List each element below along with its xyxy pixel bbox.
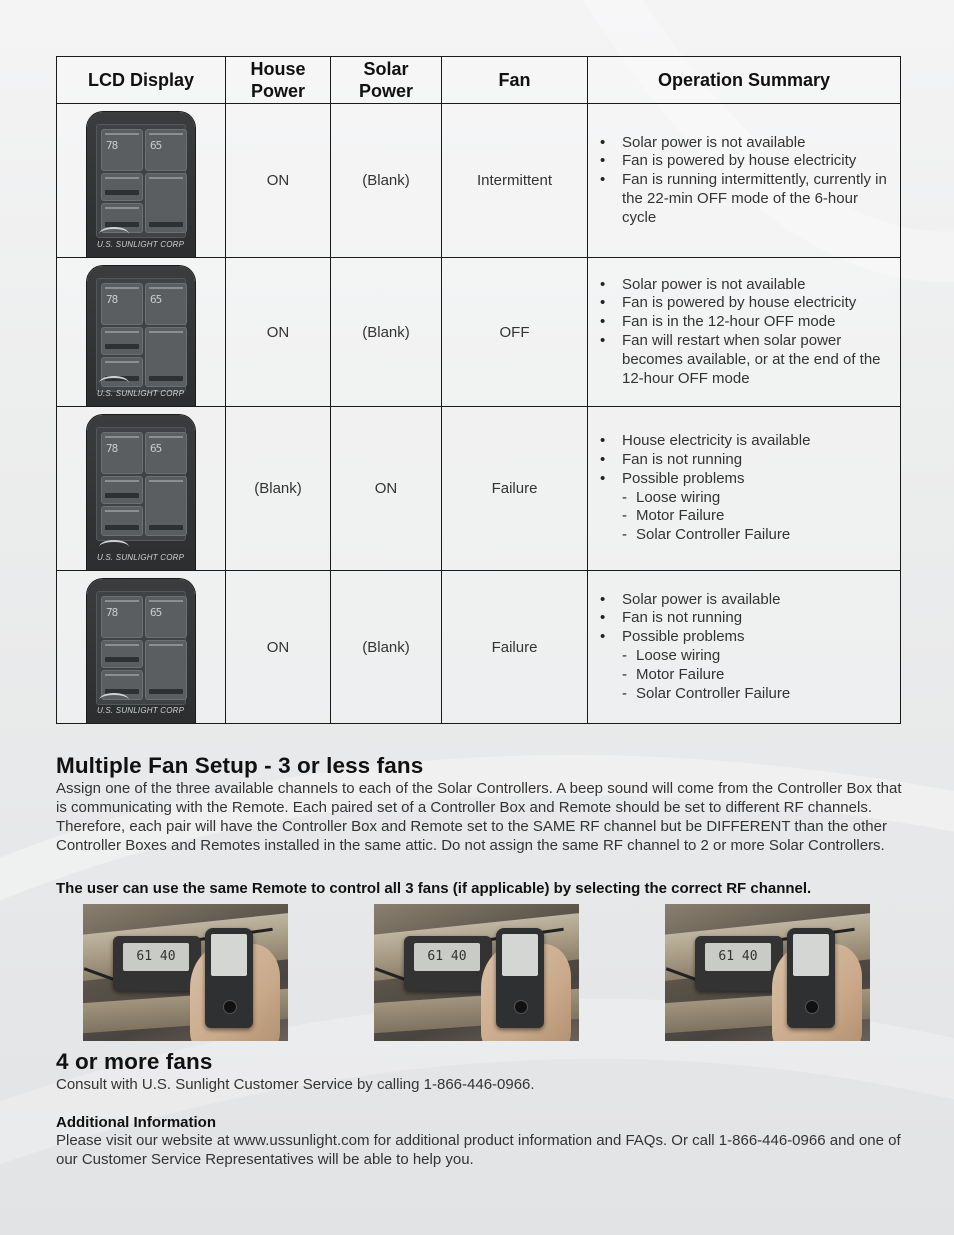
temperature-tile xyxy=(101,129,143,171)
operation-summary-cell xyxy=(588,104,901,258)
header-operation-summary: Operation Summary xyxy=(588,57,901,104)
remote-lcd-image xyxy=(87,266,195,407)
remote-logo: U.S. SUNLIGHT CORP xyxy=(97,706,185,715)
four-fans-heading: 4 or more fans xyxy=(56,1049,213,1074)
house-cell: (Blank) xyxy=(226,407,331,571)
temperature-tile-value: 78 xyxy=(106,139,118,152)
fan-tile xyxy=(145,173,187,233)
humidity-tile-value: 65 xyxy=(150,139,162,152)
summary-sub-item-text: Motor Failure xyxy=(636,665,725,683)
house-cell: ON xyxy=(226,258,331,407)
summary-bullet: • Solar power is not available xyxy=(594,276,890,295)
operation-summary-cell xyxy=(588,258,901,407)
fan-cell: Intermittent xyxy=(442,104,588,258)
humidity-tile-value: 65 xyxy=(150,606,162,619)
summary-sub-item xyxy=(594,507,890,526)
solar-cell: (Blank) xyxy=(331,258,442,407)
lcd-screen xyxy=(96,591,186,705)
multi-fan-heading: Multiple Fan Setup - 3 or less fans xyxy=(56,753,424,778)
summary-bullet: • Fan is not running xyxy=(594,609,890,628)
solar-tile xyxy=(101,506,143,536)
additional-info-heading: Additional Information xyxy=(56,1114,216,1131)
house-power-tile xyxy=(101,327,143,355)
lcd-display-cell xyxy=(57,571,226,724)
house-power-tile xyxy=(101,640,143,668)
table-row xyxy=(57,407,901,571)
summary-bullet: • Possible problems xyxy=(594,628,890,647)
summary-sub-item-text: Motor Failure xyxy=(636,507,725,525)
remote-lcd-image xyxy=(87,415,195,571)
house-cell: ON xyxy=(226,571,331,724)
solar-cell: ON xyxy=(331,407,442,571)
fan-tile xyxy=(145,327,187,387)
operation-summary-cell xyxy=(588,407,901,571)
fan-tile xyxy=(145,640,187,700)
operation-summary-cell xyxy=(588,571,901,724)
temperature-tile xyxy=(101,596,143,638)
lcd-display-cell xyxy=(57,104,226,258)
controller-lcd-readout: 61 40 xyxy=(705,943,771,971)
temperature-tile-value: 78 xyxy=(106,606,118,619)
temperature-tile-value: 78 xyxy=(106,293,118,306)
humidity-tile-value: 65 xyxy=(150,293,162,306)
summary-bullet: • Fan is powered by house electricity xyxy=(594,294,890,313)
solar-cell: (Blank) xyxy=(331,571,442,724)
remote-logo: U.S. SUNLIGHT CORP xyxy=(97,553,185,562)
summary-sub-item xyxy=(594,489,890,508)
humidity-tile xyxy=(145,129,187,171)
additional-info-body: Please visit our website at www.ussunlight.com for additional product information and FAQs. Or call 1-866-446-0966 and one of our Customer Service Representatives will be able to help you. xyxy=(56,1132,901,1168)
header-solar-power: Solar Power xyxy=(331,57,442,104)
summary-sub-item-text: Loose wiring xyxy=(636,647,721,664)
summary-bullet: • House electricity is available xyxy=(594,432,890,451)
summary-bullet: • Fan will restart when solar power becomes available, or at the end of the 12-hour OFF mode xyxy=(594,332,890,388)
summary-sub-item xyxy=(594,666,890,685)
photo-remote-pairing-2 xyxy=(374,904,579,1041)
fan-tile xyxy=(145,476,187,536)
summary-bullet: • Fan is not running xyxy=(594,451,890,470)
remote-lcd-image xyxy=(87,579,195,724)
remote-lcd-image xyxy=(87,112,195,258)
table-header-row xyxy=(57,57,901,104)
summary-sub-item xyxy=(594,526,890,545)
multi-fan-note: The user can use the same Remote to control all 3 fans (if applicable) by selecting the correct RF channel. xyxy=(56,880,812,897)
lcd-screen xyxy=(96,278,186,392)
header-fan: Fan xyxy=(442,57,588,104)
humidity-tile-value: 65 xyxy=(150,442,162,455)
temperature-tile-value: 78 xyxy=(106,442,118,455)
table-row xyxy=(57,571,901,724)
summary-bullet: • Fan is running intermittently, currently in the 22-min OFF mode of the 6-hour cycle xyxy=(594,171,890,227)
four-fans-body: Consult with U.S. Sunlight Customer Service by calling 1-866-446-0966. xyxy=(56,1076,535,1093)
controller-lcd-readout: 61 40 xyxy=(123,943,189,971)
solar-cell: (Blank) xyxy=(331,104,442,258)
multi-fan-body: Assign one of the three available channels to each of the Solar Controllers. A beep sound will come from the Controller Box that is communicating with the Remote. Each paired set of a Controller Box and Remote should be set to different RF channels. Therefore, each pair will have the Controller Box and Remote set to the SAME RF channel but be DIFFERENT than the other Controller Boxes and Remotes installed in the same attic. Do not assign the same RF channel to 2 or more Solar Controllers. xyxy=(56,780,902,854)
header-house-power: House Power xyxy=(226,57,331,104)
photo-remote-pairing-1 xyxy=(83,904,288,1041)
summary-sub-item xyxy=(594,647,890,666)
remote-logo: U.S. SUNLIGHT CORP xyxy=(97,389,185,398)
table-row xyxy=(57,258,901,407)
fan-cell: Failure xyxy=(442,571,588,724)
summary-bullet: • Solar power is available xyxy=(594,591,890,610)
remote-logo: U.S. SUNLIGHT CORP xyxy=(97,240,185,249)
house-power-tile xyxy=(101,173,143,201)
lcd-screen xyxy=(96,124,186,238)
lcd-screen xyxy=(96,427,186,541)
humidity-tile xyxy=(145,596,187,638)
summary-bullet: • Fan is in the 12-hour OFF mode xyxy=(594,313,890,332)
summary-sub-item-text: Solar Controller Failure xyxy=(636,526,791,544)
summary-sub-item xyxy=(594,685,890,704)
header-lcd-display: LCD Display xyxy=(57,57,226,104)
summary-sub-item-text: Solar Controller Failure xyxy=(636,684,791,702)
house-power-tile xyxy=(101,476,143,504)
temperature-tile xyxy=(101,432,143,474)
humidity-tile xyxy=(145,283,187,325)
photo-remote-pairing-3 xyxy=(665,904,870,1041)
controller-lcd-readout: 61 40 xyxy=(414,943,480,971)
fan-cell: OFF xyxy=(442,258,588,407)
summary-bullet: • Fan is powered by house electricity xyxy=(594,152,890,171)
summary-sub-item-text: Loose wiring xyxy=(636,488,721,506)
summary-bullet: • Solar power is not available xyxy=(594,134,890,153)
lcd-display-cell xyxy=(57,407,226,571)
temperature-tile xyxy=(101,283,143,325)
lcd-display-cell xyxy=(57,258,226,407)
table-row xyxy=(57,104,901,258)
fan-cell: Failure xyxy=(442,407,588,571)
operation-table xyxy=(56,56,901,724)
humidity-tile xyxy=(145,432,187,474)
house-cell: ON xyxy=(226,104,331,258)
summary-bullet: • Possible problems xyxy=(594,470,890,489)
